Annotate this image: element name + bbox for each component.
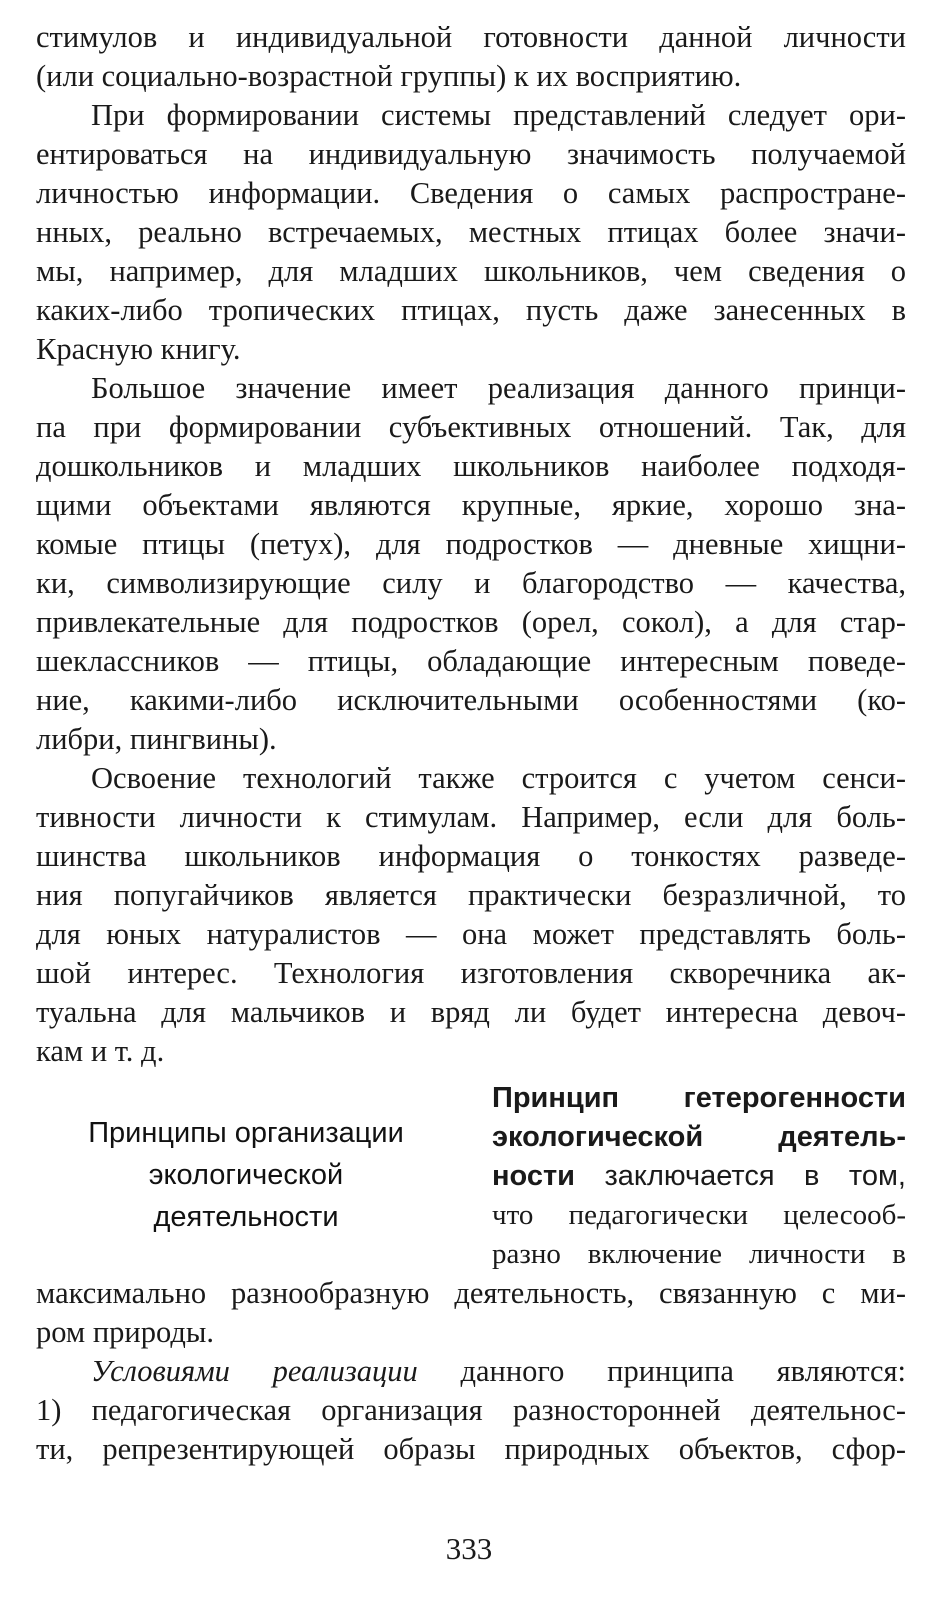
text-line: стимулов и индивидуальной готовности данной личности xyxy=(36,20,906,54)
text-line: 1) педагогическая организация разносторонней деятельнос- xyxy=(36,1393,906,1427)
text-line: щими объектами являются крупные, яркие, хорошо зна- xyxy=(36,488,906,522)
text-line xyxy=(36,1352,906,1391)
text-line: что педагогически целесооб- xyxy=(492,1199,906,1231)
text-line: Большое значение имеет реализация данного принци- xyxy=(91,371,906,405)
text-line: ентироваться на индивидуальную значимость получаемой xyxy=(36,137,906,171)
text-line: Красную книгу. xyxy=(36,332,241,366)
section-heading-line: деятельности xyxy=(153,1201,339,1233)
text-line: шой интерес. Технология изготовления скворечника ак- xyxy=(36,956,906,990)
text-line: ки, символизирующие силу и благородство — качества, xyxy=(36,566,906,600)
text-line: мы, например, для младших школьников, чем сведения о xyxy=(36,254,906,288)
text-line: дошкольников и младших школьников наиболее подходя- xyxy=(36,449,906,483)
page-number: 333 xyxy=(445,1531,493,1566)
text-line: комые птицы (петух), для подростков — дневные хищни- xyxy=(36,527,906,561)
text-line: кам и т. д. xyxy=(36,1034,165,1068)
text-line: максимально разнообразную деятельность, связанную с ми- xyxy=(36,1276,906,1310)
text-fragment: данного принципа являются: xyxy=(417,1354,906,1388)
principle-title: экологической деятель- xyxy=(492,1121,906,1153)
text-line: разно включение личности в xyxy=(492,1238,906,1270)
text-line: привлекательные для подростков (орел, сокол), а для стар- xyxy=(36,605,906,639)
text-line: ти, репрезентирующей образы природных объектов, сфор- xyxy=(36,1432,906,1466)
text-line: туальна для мальчиков и вряд ли будет интересна девоч- xyxy=(36,995,906,1029)
text-line: При формировании системы представлений следует ори- xyxy=(91,98,906,132)
text-line: нных, реально встречаемых, местных птицах более значи- xyxy=(36,215,906,249)
text-line: шеклассников — птицы, обладающие интересным поведе- xyxy=(36,644,906,678)
section-heading xyxy=(36,1112,456,1238)
principle-title: Принцип гетерогенности xyxy=(492,1082,906,1114)
text-block-bottom xyxy=(36,1274,906,1469)
italic-phrase: Условиями реализации xyxy=(91,1354,418,1388)
wrapped-text xyxy=(492,1079,906,1274)
text-line: ние, какими-либо исключительными особенностями (ко- xyxy=(36,683,906,717)
text-line: личностью информации. Сведения о самых распростране- xyxy=(36,176,906,210)
text-block-top xyxy=(36,18,906,1071)
section-heading-line: экологической xyxy=(148,1159,344,1191)
text-line: па при формировании субъективных отношений. Так, для xyxy=(36,410,906,444)
principle-title: ности xyxy=(492,1160,576,1192)
text-line: тивности личности к стимулам. Например, если для боль- xyxy=(36,800,906,834)
text-line xyxy=(492,1157,906,1196)
text-line: (или социально-возрастной группы) к их восприятию. xyxy=(36,59,742,93)
text-line: ния попугайчиков является практически безразличной, то xyxy=(36,878,906,912)
text-line: ром природы. xyxy=(36,1315,214,1349)
text-line: шинства школьников информация о тонкостях разведе- xyxy=(36,839,906,873)
text-line: каких-либо тропических птицах, пусть даже занесенных в xyxy=(36,293,906,327)
text-line: Освоение технологий также строится с учетом сенси- xyxy=(91,761,906,795)
text-line: для юных натуралистов — она может представлять боль- xyxy=(36,917,906,951)
section-heading-line: Принципы организации xyxy=(88,1117,404,1149)
text-line: либри, пингвины). xyxy=(36,722,277,756)
text-fragment: заключается в том, xyxy=(575,1160,906,1192)
